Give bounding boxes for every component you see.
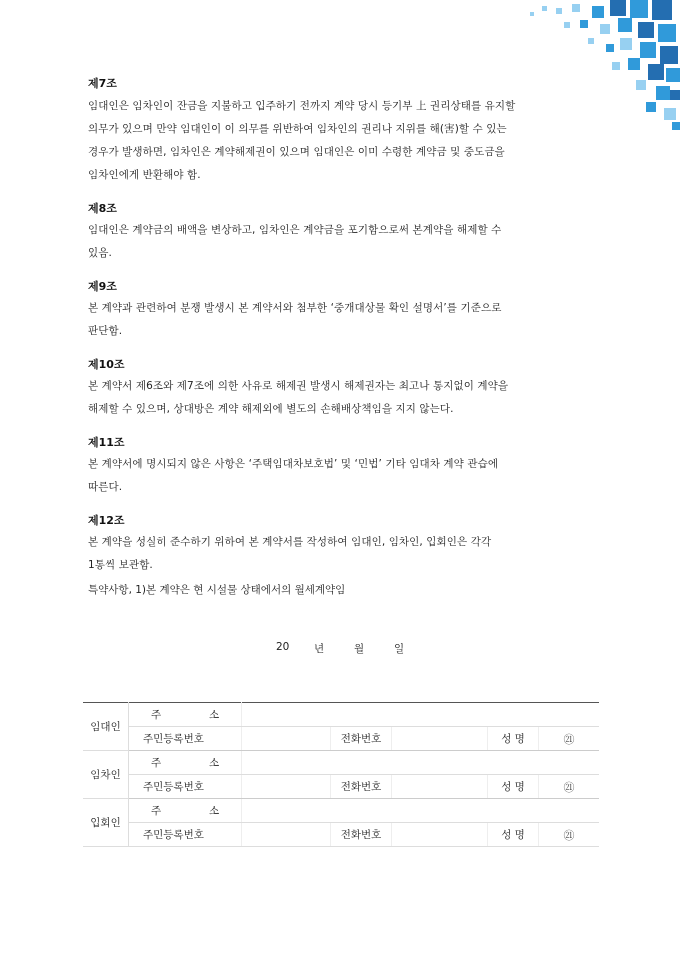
deco-square — [592, 6, 604, 18]
deco-square — [606, 44, 614, 52]
role-label: 임차인 — [83, 751, 129, 799]
phone-field[interactable] — [392, 775, 488, 799]
address-label: 주 소 — [129, 751, 242, 775]
deco-square — [628, 58, 640, 70]
phone-field[interactable] — [392, 823, 488, 847]
deco-square — [656, 86, 670, 100]
article-body: 본 계약과 관련하여 분쟁 발생시 본 계약서와 첨부한 ‘중개대상물 확인 설명서’를 기준으로 판단함. — [88, 302, 502, 337]
date-year: 년 — [314, 643, 325, 655]
deco-square — [588, 38, 594, 44]
deco-square — [670, 90, 680, 100]
article-title: 제10조 — [88, 358, 125, 371]
article-body: 본 계약서 제6조와 제7조에 의한 사유로 해제권 발생시 해제권자는 최고나 통지없이 계약을 해제할 수 있으며, 상대방은 계약 해제외에 별도의 손해배상책임을 지지 않는다. — [88, 380, 509, 415]
date-month: 월 — [354, 643, 365, 655]
deco-square — [664, 108, 676, 120]
seal-mark: ㉑ — [539, 775, 600, 799]
address-field[interactable] — [242, 751, 600, 775]
name-label: 성 명 — [488, 775, 539, 799]
article-title: 제8조 — [88, 202, 117, 215]
phone-field[interactable] — [392, 727, 488, 751]
role-label: 입회인 — [83, 799, 129, 847]
address-field[interactable] — [242, 799, 600, 823]
deco-square — [612, 62, 620, 70]
deco-square — [580, 20, 588, 28]
article-10 — [88, 357, 598, 421]
deco-square — [600, 24, 610, 34]
phone-label: 전화번호 — [331, 823, 392, 847]
deco-square — [542, 6, 547, 11]
id-number-label: 주민등록번호 — [129, 727, 242, 751]
address-label: 주 소 — [129, 799, 242, 823]
address-label: 주 소 — [129, 703, 242, 727]
deco-square — [666, 68, 680, 82]
article-12 — [88, 513, 598, 577]
article-7 — [88, 76, 598, 187]
id-number-label: 주민등록번호 — [129, 775, 242, 799]
deco-square — [646, 102, 656, 112]
deco-square — [610, 0, 626, 16]
special-terms: 특약사항, 1)본 계약은 현 시설물 상태에서의 월세계약임 — [88, 584, 346, 596]
deco-square — [660, 46, 678, 64]
deco-square — [640, 42, 656, 58]
deco-square — [648, 64, 664, 80]
id-number-field[interactable] — [242, 775, 331, 799]
article-9 — [88, 279, 598, 343]
id-number-label: 주민등록번호 — [129, 823, 242, 847]
deco-square — [630, 0, 648, 18]
article-body: 임대인은 계약금의 배액을 변상하고, 임차인은 계약금을 포기함으로써 본계약을 해제할 수 있음. — [88, 224, 502, 259]
article-11 — [88, 435, 598, 499]
deco-square — [672, 122, 680, 130]
article-title: 제9조 — [88, 280, 117, 293]
seal-mark: ㉑ — [539, 727, 600, 751]
article-body: 임대인은 임차인이 잔금을 지불하고 입주하기 전까지 계약 당시 등기부 上 권리상태를 유지할 의무가 있으며 만약 임대인이 이 의무를 위반하여 임차인의 권리나 지위를 해(害)할 수 있는 경우가 발생하면, 임차인은 계약해제권이 있으며 임대인은 이미 수령한 계약금 및 중도금을 임차인에게 반환해야 함. — [88, 100, 516, 181]
deco-square — [638, 22, 654, 38]
deco-square — [530, 12, 534, 16]
name-label: 성 명 — [488, 727, 539, 751]
address-field[interactable] — [242, 703, 600, 727]
deco-square — [652, 0, 672, 20]
date-day: 일 — [394, 643, 405, 655]
article-body: 본 계약을 성실히 준수하기 위하여 본 계약서를 작성하여 임대인, 임차인, 입회인은 각각 1통씩 보관함. — [88, 536, 492, 571]
deco-square — [618, 18, 632, 32]
phone-label: 전화번호 — [331, 727, 392, 751]
deco-square — [564, 22, 570, 28]
articles-section — [88, 76, 598, 577]
deco-square — [572, 4, 580, 12]
phone-label: 전화번호 — [331, 775, 392, 799]
id-number-field[interactable] — [242, 727, 331, 751]
article-title: 제7조 — [88, 77, 117, 90]
id-number-field[interactable] — [242, 823, 331, 847]
parties-table — [83, 702, 599, 847]
article-title: 제11조 — [88, 436, 125, 449]
article-title: 제12조 — [88, 514, 125, 527]
article-body: 본 계약서에 명시되지 않은 사항은 ‘주택임대차보호법’ 및 ‘민법’ 기타 임대차 계약 관습에 따른다. — [88, 458, 499, 493]
deco-square — [620, 38, 632, 50]
deco-square — [556, 8, 562, 14]
seal-mark: ㉑ — [539, 823, 600, 847]
deco-square — [636, 80, 646, 90]
date-year-prefix: 20 — [276, 641, 290, 653]
name-label: 성 명 — [488, 823, 539, 847]
article-8 — [88, 201, 598, 265]
role-label: 임대인 — [83, 703, 129, 751]
deco-square — [658, 24, 676, 42]
